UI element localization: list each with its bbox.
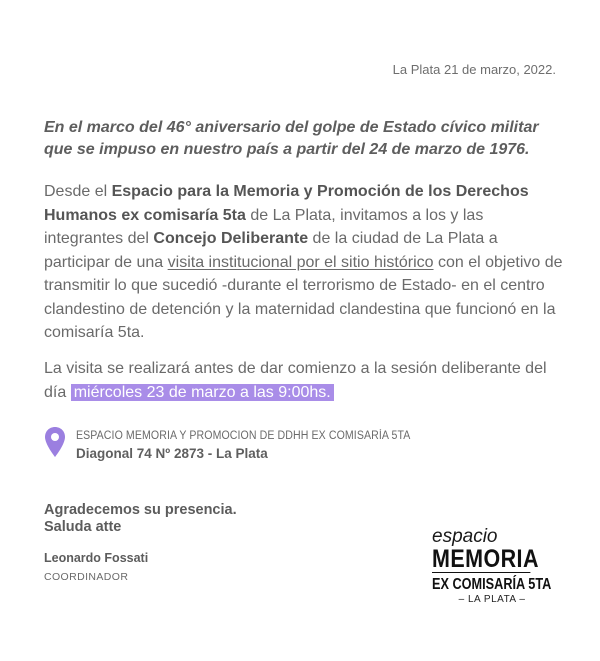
letter-date: La Plata 21 de marzo, 2022. — [392, 62, 556, 77]
visit-paragraph — [44, 357, 564, 404]
logo-line-comisaria: EX COMISARÍA 5TA — [432, 572, 530, 594]
location-address: Diagonal 74 Nº 2873 - La Plata — [76, 446, 268, 461]
signature-name: Leonardo Fossati — [44, 551, 149, 565]
logo-line-la-plata: – LA PLATA – — [458, 594, 526, 605]
location-pin-icon — [44, 426, 66, 458]
location-name: ESPACIO MEMORIA Y PROMOCION DE DDHH EX COMISARÍA 5TA — [76, 430, 411, 442]
closing-line-2: Saluda atte — [44, 519, 122, 535]
council-name: Concejo Deliberante — [153, 230, 309, 247]
closing — [44, 502, 237, 536]
visit-text: La visita se realizará antes de dar comienzo a la sesión deliberante del día — [44, 360, 547, 401]
visit-date-highlight: miércoles 23 de marzo a las 9:00hs. — [71, 384, 334, 401]
intro-paragraph: En el marco del 46° aniversario del golpe de Estado cívico militar que se impuso en nuestro país a partir del 24 de marzo de 1976. — [44, 119, 539, 158]
body-text-1: Desde el — [44, 183, 112, 200]
body-text-4: con el objetivo de transmitir lo que sucedió -durante el terrorismo de Estado- en el centro clandestino de detención y la maternidad clandestina que funcionó en la comisaría 5ta. — [44, 253, 563, 341]
visit-link-text: visita institucional por el sitio histórico — [167, 253, 434, 271]
logo-line-memoria: MEMORIA — [432, 545, 539, 573]
invitation-paragraph — [44, 180, 564, 345]
body-text-3: de la ciudad de La Plata a participar de una — [44, 230, 498, 271]
body-text-2: de La Plata, invitamos a los y las integrantes del — [44, 206, 484, 247]
logo-line-espacio: espacio — [432, 526, 498, 547]
org-name: Espacio para la Memoria y Promoción de los Derechos Humanos ex comisaría 5ta — [44, 183, 529, 224]
signature-role: COORDINADOR — [44, 571, 129, 583]
espacio-memoria-logo — [432, 527, 552, 606]
closing-line-1: Agradecemos su presencia. — [44, 502, 237, 518]
